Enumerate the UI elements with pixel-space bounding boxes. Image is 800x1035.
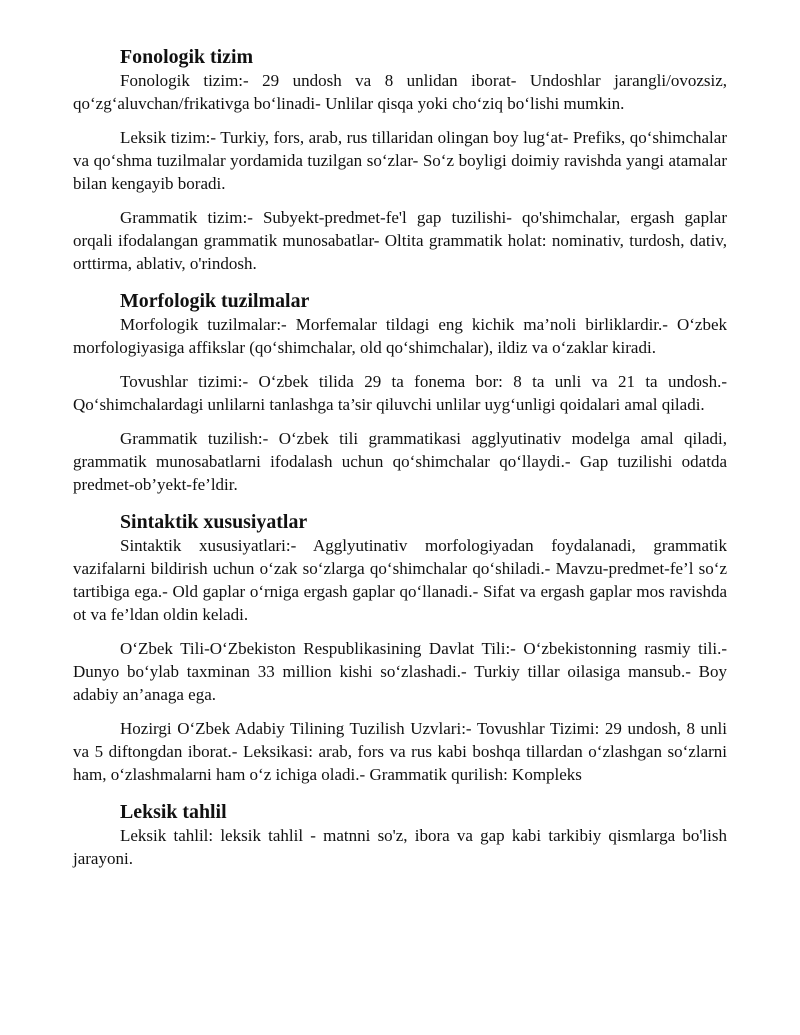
paragraph-davlat-tili: O‘Zbek Tili-O‘Zbekiston Respublikasining Davlat Tili:- O‘zbekistonning rasmiy tili.- Dunyo bo‘ylab taxminan 33 million kishi so‘zlashadi.- Turkiy tillar oilasiga mansub.- Boy adabiy an’anaga ega. (73, 639, 727, 704)
paragraph-sintaktik-xususiyatlari: Sintaktik xususiyatlari:- Agglyutinativ morfologiyadan foydalanadi, grammatik vazifalarni bildirish uchun o‘zak so‘zlarga qo‘shimchalar qo‘shiladi.- Mavzu-predmet-fe’l so‘z tartibiga ega.- Old gaplar o‘rniga ergash gaplar qo‘llanadi.- Sifat va ergash gaplar mos ravishda ot va fe’ldan oldin keladi. (73, 536, 727, 624)
paragraph-tuzilish-uzvlari: Hozirgi O‘Zbek Adabiy Tilining Tuzilish Uzvlari:- Tovushlar Tizimi: 29 undosh, 8 unli va 5 diftongdan iborat.- Leksikasi: arab, fors va rus kabi boshqa tillardan o‘zlashgan so‘zlarni ham, o‘zlashmalarni ham o‘z ichiga oladi.- Grammatik qurilish: Kompleks (73, 719, 727, 784)
paragraph-grammatik-tizim: Grammatik tizim:- Subyekt-predmet-fe'l gap tuzilishi- qo'shimchalar, ergash gaplar orqali ifodalangan grammatik munosabatlar- Oltita grammatik holat: nominativ, turdosh, dativ, orttirma, ablativ, o'rindosh. (73, 208, 727, 273)
section-heading-morfologik-tuzilmalar: Morfologik tuzilmalar (120, 290, 310, 312)
paragraph-grammatik-tuzilish: Grammatik tuzilish:- O‘zbek tili grammatikasi agglyutinativ modelga amal qiladi, grammatik munosabatlarni ifodalash uchun qo‘shimchalar qo‘llaydi.- Gap tuzilishi odatda predmet-ob’yekt-fe’ldir. (73, 429, 727, 494)
paragraph-fonologik-tizim: Fonologik tizim:- 29 undosh va 8 unlidan iborat- Undoshlar jarangli/ovozsiz, qo‘zg‘aluvchan/frikativga bo‘linadi- Unlilar qisqa yoki cho‘ziq bo‘lishi mumkin. (73, 71, 727, 113)
paragraph-morfologik-tuzilmalar: Morfologik tuzilmalar:- Morfemalar tildagi eng kichik ma’noli birliklardir.- O‘zbek morfologiyasiga affikslar (qo‘shimchalar, old qo‘shimchalar), ildiz va o‘zaklar kiradi. (73, 315, 727, 357)
document-page (73, 46, 727, 870)
section-heading-leksik-tahlil: Leksik tahlil (120, 801, 227, 823)
paragraph-leksik-tizim: Leksik tizim:- Turkiy, fors, arab, rus tillaridan olingan boy lug‘at- Prefiks, qo‘shimchalar va qo‘shma tuzilmalar yordamida tuzilgan so‘zlar- So‘z boyligi doimiy ravishda yangi atamalar bilan kengayib boradi. (73, 128, 727, 193)
paragraph-leksik-tahlil: Leksik tahlil: leksik tahlil - matnni so'z, ibora va gap kabi tarkibiy qismlarga bo'lish jarayoni. (73, 826, 727, 868)
paragraph-tovushlar-tizimi: Tovushlar tizimi:- O‘zbek tilida 29 ta fonema bor: 8 ta unli va 21 ta undosh.- Qo‘shimchalardagi unlilarni tanlashga ta’sir qiluvchi unlilar uyg‘unligi qoidalari amal qiladi. (73, 372, 727, 414)
section-heading-sintaktik-xususiyatlar: Sintaktik xususiyatlar (120, 511, 308, 533)
section-heading-fonologik-tizim: Fonologik tizim (120, 46, 254, 68)
